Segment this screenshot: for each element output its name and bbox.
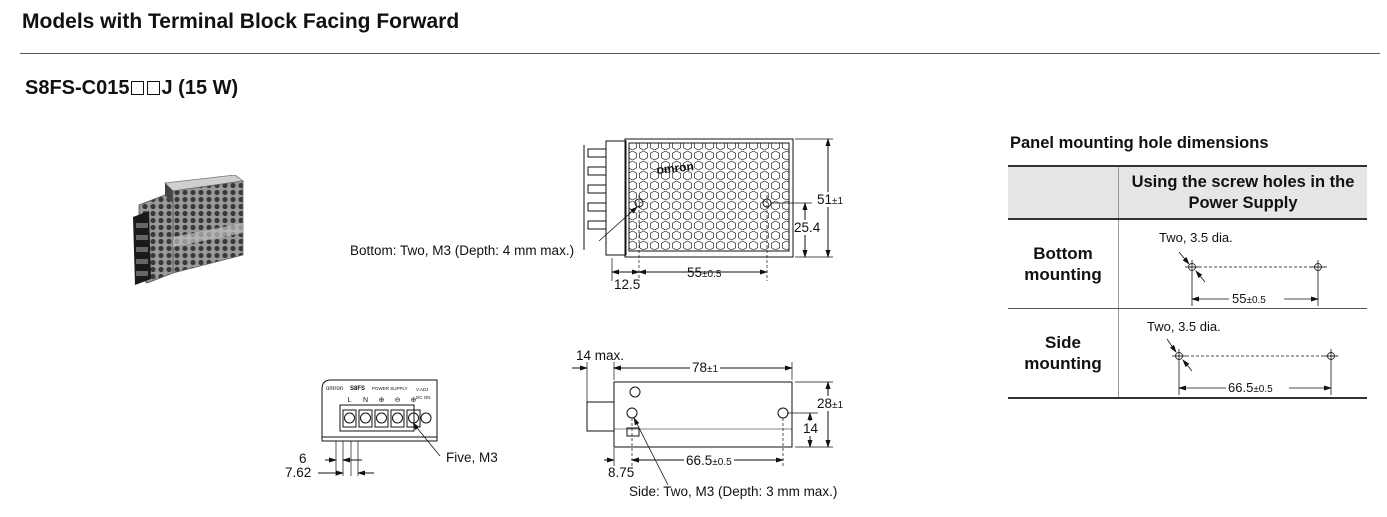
side-note: Side: Two, M3 (Depth: 3 mm max.) bbox=[629, 484, 838, 499]
dim-51-tol: ±1 bbox=[832, 196, 844, 207]
section-title: Models with Terminal Block Facing Forward bbox=[22, 10, 460, 33]
terminal-label: N bbox=[362, 397, 369, 404]
panel-table bbox=[1008, 165, 1367, 399]
dim-12-5: 12.5 bbox=[614, 277, 641, 292]
dim-78-value: 78 bbox=[692, 360, 708, 375]
dim-66-5-tol: ±0.5 bbox=[712, 457, 732, 468]
terminal-model-mark: S8FS bbox=[350, 386, 366, 392]
side-dim-value: 66.5 bbox=[1228, 380, 1254, 395]
front-view-drawing bbox=[584, 139, 833, 281]
dim-55 bbox=[687, 265, 721, 280]
side-dim bbox=[1228, 380, 1273, 395]
dim-28-tol: ±1 bbox=[832, 400, 844, 411]
row-label-bottom bbox=[1008, 219, 1119, 309]
bottom-dim-tol: ±0.5 bbox=[1246, 295, 1266, 306]
terminal-label: L bbox=[347, 397, 352, 404]
row-label-side bbox=[1008, 309, 1119, 399]
dim-6: 6 bbox=[299, 451, 307, 466]
dim-51 bbox=[817, 192, 843, 207]
model-prefix: S8FS-C015 bbox=[25, 77, 130, 99]
side-dim-tol: ±0.5 bbox=[1253, 384, 1273, 395]
bottom-dim-value: 55 bbox=[1232, 291, 1247, 306]
dim-14max: 14 max. bbox=[576, 348, 625, 363]
bottom-holes-label: Two, 3.5 dia. bbox=[1159, 230, 1233, 245]
bottom-note: Bottom: Two, M3 (Depth: 4 mm max.) bbox=[350, 243, 575, 258]
dim-7-62: 7.62 bbox=[285, 465, 312, 480]
dim-8-75: 8.75 bbox=[608, 465, 635, 480]
dim-25-4: 25.4 bbox=[794, 220, 821, 235]
dim-28-value: 28 bbox=[817, 396, 833, 411]
side-mounting-cell bbox=[1119, 309, 1368, 399]
dim-14: 14 bbox=[803, 421, 819, 436]
dim-55-value: 55 bbox=[687, 265, 703, 280]
row-label-side-text: Side mounting bbox=[1024, 333, 1102, 373]
side-holes-label: Two, 3.5 dia. bbox=[1147, 319, 1221, 334]
terminal-brand-label: omron bbox=[326, 386, 344, 392]
terminal-power-supply: POWER SUPPLY bbox=[372, 386, 408, 391]
terminal-label: ⊕ bbox=[410, 397, 417, 404]
dim-78 bbox=[690, 360, 720, 375]
panel-header-blank bbox=[1008, 166, 1119, 219]
terminal-label: ⊕ bbox=[378, 397, 385, 404]
dim-66-5 bbox=[684, 453, 734, 468]
dim-51-value: 51 bbox=[817, 192, 833, 207]
terminal-dc-on: DC ON bbox=[416, 395, 431, 400]
five-m3-label: Five, M3 bbox=[446, 450, 498, 465]
terminal-v-adj: V.ADJ bbox=[416, 387, 429, 392]
bottom-mounting-cell bbox=[1119, 219, 1368, 309]
model-suffix: J (15 W) bbox=[161, 77, 239, 99]
dim-55-tol: ±0.5 bbox=[702, 269, 722, 280]
bottom-dim bbox=[1232, 291, 1266, 306]
terminal-label: ⊖ bbox=[394, 397, 401, 404]
dim-28 bbox=[817, 396, 843, 411]
dim-78-tol: ±1 bbox=[707, 364, 719, 375]
panel-title: Panel mounting hole dimensions bbox=[1010, 134, 1269, 152]
row-label-bottom-text: Bottom mounting bbox=[1024, 244, 1102, 284]
panel-header: Using the screw holes in the Power Supply bbox=[1119, 166, 1368, 219]
front-brand-label: omron bbox=[655, 159, 695, 177]
dim-66-5-value: 66.5 bbox=[686, 453, 713, 468]
terminal-labels bbox=[348, 397, 417, 404]
